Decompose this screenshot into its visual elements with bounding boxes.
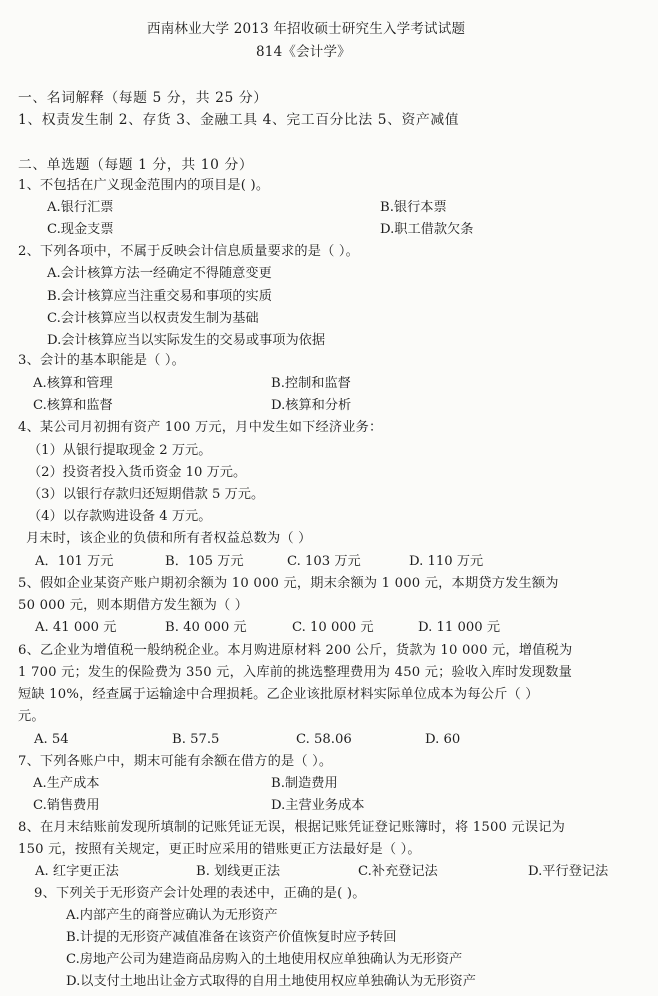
q4-question: 月末时，该企业的负债和所有者权益总数为（ ） bbox=[26, 531, 312, 546]
q8-option-d: D.平行登记法 bbox=[528, 864, 609, 879]
q7-option-b: B.制造费用 bbox=[271, 776, 338, 791]
q1-option-c: C.现金支票 bbox=[47, 222, 114, 237]
q4-option-b: B．105 万元 bbox=[165, 554, 244, 569]
q9-option-c: C.房地产公司为建造商品房购入的土地使用权应单独确认为无形资产 bbox=[66, 952, 463, 967]
exam-subtitle: 814《会计学》 bbox=[256, 44, 351, 60]
q6-line-3: 短缺 10%，经查属于运输途中合理损耗。乙企业该批原材料实际单位成本为每公斤（ ） bbox=[18, 687, 539, 702]
q6-line-2: 1 700 元；发生的保险费为 350 元，入库前的挑选整理费用为 450 元；验收入库时发现数量 bbox=[18, 665, 573, 680]
q2-option-a: A.会计核算方法一经确定不得随意变更 bbox=[47, 266, 272, 281]
q7-option-d: D.主营业务成本 bbox=[271, 798, 365, 813]
q4-option-a: A．101 万元 bbox=[35, 554, 114, 569]
q6-line-1: 6、乙企业为增值税一般纳税企业。本月购进原材料 200 公斤，货款为 10 000 元，增值税为 bbox=[18, 643, 573, 658]
q9-option-a: A.内部产生的商誉应确认为无形资产 bbox=[66, 908, 278, 923]
section1-terms: 1、权责发生制 2、存货 3、金融工具 4、完工百分比法 5、资产减值 bbox=[18, 112, 460, 128]
q4-stem: 4、某公司月初拥有资产 100 万元，月中发生如下经济业务： bbox=[18, 420, 383, 435]
q9-stem: 9、下列关于无形资产会计处理的表述中，正确的是( )。 bbox=[34, 886, 366, 901]
exam-title: 西南林业大学 2013 年招收硕士研究生入学考试试题 bbox=[147, 21, 466, 37]
q7-stem: 7、下列各账户中，期末可能有余额在借方的是（ ）。 bbox=[18, 754, 333, 769]
q2-stem: 2、下列各项中，不属于反映会计信息质量要求的是（ ）。 bbox=[18, 244, 360, 259]
q2-option-b: B.会计核算应当注重交易和事项的实质 bbox=[47, 289, 272, 304]
q5-line-2: 50 000 元，则本期借方发生额为（ ） bbox=[18, 598, 249, 613]
q6-option-a: A. 54 bbox=[34, 732, 69, 747]
q2-option-c: C.会计核算应当以权责发生制为基础 bbox=[47, 311, 259, 326]
section2-heading: 二、单选题（每题 1 分，共 10 分） bbox=[18, 157, 254, 173]
q8-option-b: B. 划线更正法 bbox=[196, 864, 281, 879]
q3-option-b: B.控制和监督 bbox=[271, 376, 351, 391]
q5-option-d: D. 11 000 元 bbox=[418, 620, 501, 635]
q8-option-a: A. 红字更正法 bbox=[35, 864, 119, 879]
q9-option-d: D.以支付土地出让金方式取得的自用土地使用权应单独确认为无形资产 bbox=[66, 974, 476, 989]
q7-option-c: C.销售费用 bbox=[33, 798, 100, 813]
q5-option-b: B. 40 000 元 bbox=[165, 620, 247, 635]
q3-option-d: D.核算和分析 bbox=[271, 398, 352, 413]
q3-option-c: C.核算和监督 bbox=[33, 398, 113, 413]
q5-option-c: C. 10 000 元 bbox=[292, 620, 374, 635]
q3-stem: 3、会计的基本职能是（ ）。 bbox=[18, 353, 186, 368]
q3-option-a: A.核算和管理 bbox=[33, 376, 113, 391]
q4-option-d: D. 110 万元 bbox=[409, 554, 484, 569]
q4-item-3: （3）以银行存款归还短期借款 5 万元。 bbox=[28, 487, 265, 502]
q4-option-c: C. 103 万元 bbox=[287, 554, 361, 569]
q8-line-1: 8、在月末结账前发现所填制的记账凭证无误，根据记账凭证登记账簿时，将 1500 元误记为 bbox=[18, 820, 566, 835]
q1-option-b: B.银行本票 bbox=[380, 200, 447, 215]
q4-item-2: （2）投资者投入货币资金 10 万元。 bbox=[28, 465, 247, 480]
q4-item-1: （1）从银行提取现金 2 万元。 bbox=[28, 443, 212, 458]
q5-option-a: A. 41 000 元 bbox=[35, 620, 117, 635]
q2-option-d: D.会计核算应当以实际发生的交易或事项为依据 bbox=[47, 333, 326, 348]
q8-option-c: C.补充登记法 bbox=[358, 864, 438, 879]
q1-option-a: A.银行汇票 bbox=[47, 200, 114, 215]
q4-item-4: （4）以存款购进设备 4 万元。 bbox=[28, 509, 212, 524]
q9-option-b: B.计提的无形资产减值准备在该资产价值恢复时应予转回 bbox=[66, 930, 397, 945]
q8-line-2: 150 元，按照有关规定，更正时应采用的错账更正方法最好是（ ）。 bbox=[18, 842, 421, 857]
q6-line-4: 元。 bbox=[18, 709, 45, 724]
section1-heading: 一、名词解释（每题 5 分，共 25 分） bbox=[18, 90, 268, 106]
q1-option-d: D.职工借款欠条 bbox=[380, 222, 474, 237]
q6-option-c: C. 58.06 bbox=[296, 732, 352, 747]
q1-stem: 1、不包括在广义现金范围内的项目是( )。 bbox=[18, 178, 270, 193]
q6-option-b: B. 57.5 bbox=[172, 732, 220, 747]
q5-line-1: 5、假如企业某资产账户期初余额为 10 000 元，期末余额为 1 000 元，本期贷方发生额为 bbox=[18, 576, 559, 591]
q6-option-d: D. 60 bbox=[425, 732, 461, 747]
q7-option-a: A.生产成本 bbox=[33, 776, 100, 791]
